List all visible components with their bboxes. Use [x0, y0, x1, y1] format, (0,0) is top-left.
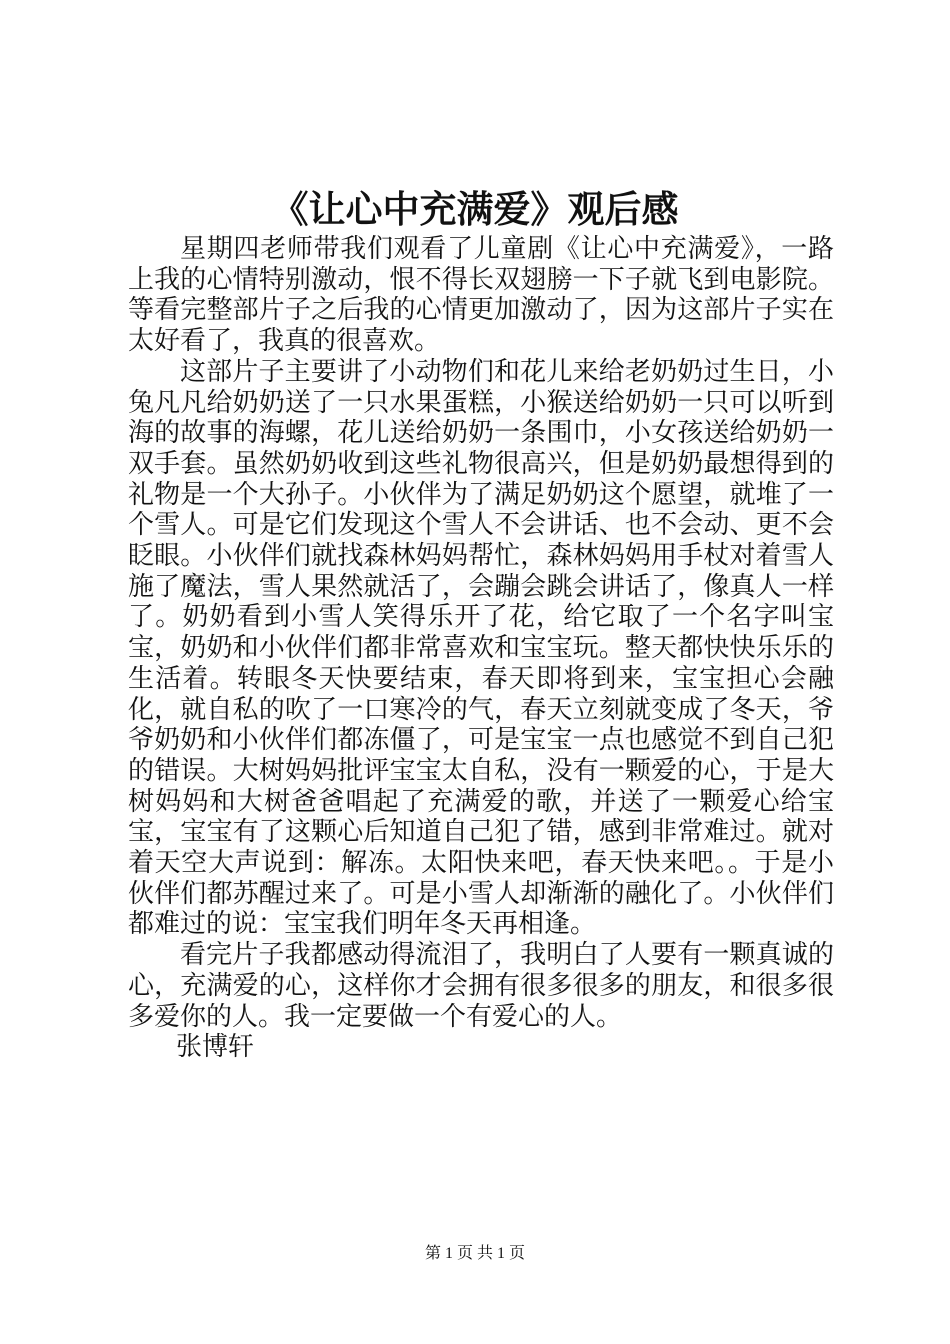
document-body — [128, 234, 834, 1063]
paragraph-1: 星期四老师带我们观看了儿童剧《让心中充满爱》，一路上我的心情特别激动，恨不得长双翅膀一下子就飞到电影院。等看完整部片子之后我的心情更加激动了，因为这部片子实在太好看了，我真的很喜欢。 — [128, 234, 834, 357]
paragraph-2: 这部片子主要讲了小动物们和花儿来给老奶奶过生日，小兔凡凡给奶奶送了一只水果蛋糕，小猴送给奶奶一只可以听到海的故事的海螺，花儿送给奶奶一条围巾，小女孩送给奶奶一双手套。虽然奶奶收到这些礼物很高兴，但是奶奶最想得到的礼物是一个大孙子。小伙伴为了满足奶奶这个愿望，就堆了一个雪人。可是它们发现这个雪人不会讲话、也不会动、更不会眨眼。小伙伴们就找森林妈妈帮忙，森林妈妈用手杖对着雪人施了魔法，雪人果然就活了，会蹦会跳会讲话了，像真人一样了。奶奶看到小雪人笑得乐开了花，给它取了一个名字叫宝宝，奶奶和小伙伴们都非常喜欢和宝宝玩。整天都快快乐乐的生活着。转眼冬天快要结束，春天即将到来，宝宝担心会融化，就自私的吹了一口寒冷的气，春天立刻就变成了冬天，爷爷奶奶和小伙伴们都冻僵了，可是宝宝一点也感觉不到自己犯的错误。大树妈妈批评宝宝太自私，没有一颗爱的心，于是大树妈妈和大树爸爸唱起了充满爱的歌，并送了一颗爱心给宝宝，宝宝有了这颗心后知道自己犯了错，感到非常难过。就对着天空大声说到：解冻。太阳快来吧，春天快来吧。。于是小伙伴们都苏醒过来了。可是小雪人却渐渐的融化了。小伙伴们都难过的说：宝宝我们明年冬天再相逢。 — [128, 356, 834, 940]
document-title: 《让心中充满爱》观后感 — [271, 187, 679, 231]
author-signature: 张博轩 — [176, 1032, 255, 1063]
paragraph-3: 看完片子我都感动得流泪了，我明白了人要有一颗真诚的心，充满爱的心，这样你才会拥有很多很多的朋友，和很多很多爱你的人。我一定要做一个有爱心的人。 — [128, 940, 834, 1032]
page-footer: 第 1 页 共 1 页 — [424, 1245, 525, 1262]
